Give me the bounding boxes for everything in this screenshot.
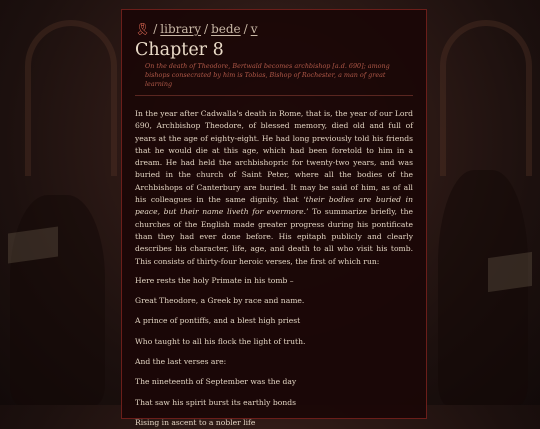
background-book-right: [488, 252, 532, 292]
verse-line: Great Theodore, a Greek by race and name.: [135, 296, 305, 306]
paragraph-text: ’ To summarize briefly, the churches of the English made greater progress during his pontificate than they had ever done before. His epitaph publicly and clearly describes his character, life, age, and death to all who visit his tomb. This consists of thirty-four heroic verses, the first of which run:: [135, 207, 413, 266]
ribbon-icon[interactable]: 🎗: [135, 22, 151, 36]
verse-line: Here rests the holy Primate in his tomb –: [135, 275, 294, 285]
quote-text: their bodies are buried in peace, but their name liveth for evermore.: [135, 195, 413, 217]
breadcrumb-separator: /: [243, 22, 248, 36]
breadcrumb-library-link[interactable]: library: [160, 22, 202, 36]
verse-intro: And the last verses are:: [135, 357, 227, 367]
chapter-title: Chapter 8: [135, 40, 224, 60]
verse-line: A prince of pontiffs, and a blest high priest: [135, 316, 301, 326]
background-arch-left: [25, 20, 117, 176]
verse-line: Who taught to all his flock the light of truth.: [135, 336, 306, 346]
breadcrumb-separator: /: [153, 22, 158, 36]
breadcrumb-bede-link[interactable]: bede: [211, 22, 241, 36]
chapter-subtitle: On the death of Theodore, Bertwald becomes archbishop [a.d. 690]; among bishops consecrated by him is Tobias, Bishop of Rochester, a man of great learning: [145, 62, 390, 88]
background-arch-right: [440, 20, 532, 176]
breadcrumb-separator: /: [204, 22, 209, 36]
verse-line: The nineteenth of September was the day: [135, 377, 297, 387]
verse-line: Rising in ascent to a nobler life: [135, 417, 256, 427]
chapter-body: [135, 108, 413, 429]
breadcrumb-v-link[interactable]: v: [250, 22, 258, 36]
paragraph-text: In the year after Cadwalla's death in Rome, that is, the year of our Lord 690, Archbishop Theodore, of blessed memory, died old and full of years at the age of eighty-eight. He had long previously told his friends that he would die at this age, which had been foretold to him in a dream. He had held the archbishopric for twenty-two years, and was buried in the church of Saint Peter, where all the bodies of the Archbishops of Canterbury are buried. It may be said of him, as of all his colleagues in the same dignity, that ‘: [135, 109, 413, 205]
breadcrumb: [135, 21, 413, 37]
reading-panel: [121, 9, 427, 427]
title-divider: [135, 95, 413, 96]
verse-line: That saw his spirit burst its earthly bonds: [135, 397, 296, 407]
paragraph: [135, 108, 413, 268]
